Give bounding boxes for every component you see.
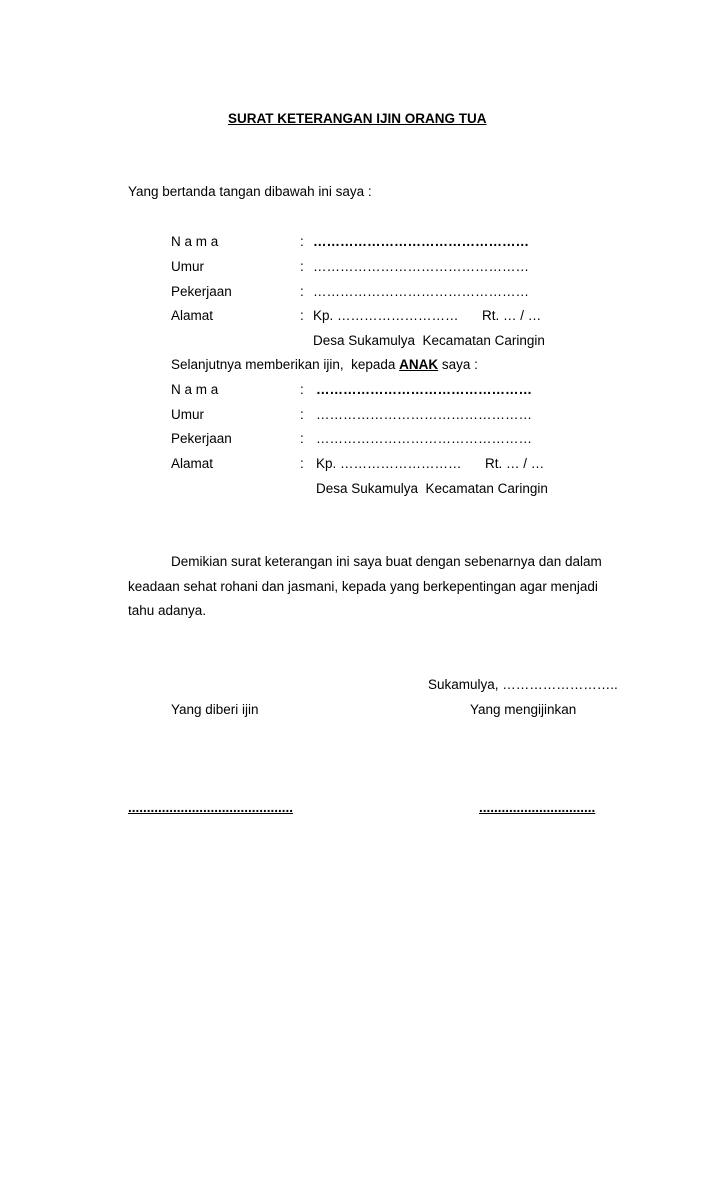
child-umur-colon: : bbox=[300, 407, 304, 422]
child-intro-after: saya : bbox=[438, 357, 478, 372]
child-alamat-colon: : bbox=[300, 456, 304, 471]
child-pekerjaan-colon: : bbox=[300, 431, 304, 446]
parent-nama-colon: : bbox=[300, 234, 304, 249]
place-date: Sukamulya, …………………….. bbox=[428, 677, 618, 692]
child-intro-before: Selanjutnya memberikan ijin, kepada bbox=[171, 357, 400, 372]
child-alamat-desa: Desa Sukamulya Kecamatan Caringin bbox=[316, 481, 548, 496]
parent-alamat-desa: Desa Sukamulya Kecamatan Caringin bbox=[313, 333, 545, 348]
child-alamat-rt: Rt. … / … bbox=[485, 456, 545, 471]
closing-line-1: Demikian surat keterangan ini saya buat dengan sebenarnya dan dalam bbox=[171, 554, 602, 569]
child-pekerjaan-label: Pekerjaan bbox=[171, 431, 232, 446]
sign-left-label: Yang diberi ijin bbox=[171, 702, 259, 717]
child-intro bbox=[171, 358, 478, 372]
parent-alamat-label: Alamat bbox=[171, 308, 214, 323]
child-umur-value: ………………………………………… bbox=[316, 407, 532, 422]
parent-pekerjaan-label: Pekerjaan bbox=[171, 284, 232, 299]
parent-pekerjaan-value: ………………………………………… bbox=[313, 284, 529, 299]
intro-text: Yang bertanda tangan dibawah ini saya : bbox=[128, 184, 372, 199]
parent-umur-colon: : bbox=[300, 259, 304, 274]
parent-nama-value: ………………………………………… bbox=[313, 234, 529, 249]
child-intro-emphasis: ANAK bbox=[399, 357, 439, 372]
child-alamat-label: Alamat bbox=[171, 456, 214, 471]
sign-left-line: ............................................ bbox=[128, 800, 294, 815]
parent-umur-value: ………………………………………… bbox=[313, 259, 529, 274]
parent-pekerjaan-colon: : bbox=[300, 284, 304, 299]
parent-umur-label: Umur bbox=[171, 259, 204, 274]
document-title: SURAT KETERANGAN IJIN ORANG TUA bbox=[228, 111, 487, 126]
parent-alamat-rt: Rt. … / … bbox=[482, 308, 542, 323]
child-alamat-kp: Kp. ……………………… bbox=[316, 456, 462, 471]
child-nama-label: N a m a bbox=[171, 382, 219, 397]
parent-alamat-kp: Kp. ……………………… bbox=[313, 308, 459, 323]
child-nama-colon: : bbox=[300, 382, 304, 397]
child-nama-value: ………………………………………… bbox=[316, 382, 532, 397]
sign-right-line: ............................... bbox=[479, 800, 596, 815]
closing-line-3: tahu adanya. bbox=[128, 603, 207, 618]
child-umur-label: Umur bbox=[171, 407, 204, 422]
closing-line-2: keadaan sehat rohani dan jasmani, kepada yang berkepentingan agar menjadi bbox=[128, 579, 598, 594]
sign-right-label: Yang mengijinkan bbox=[470, 702, 577, 717]
parent-alamat-colon: : bbox=[300, 308, 304, 323]
child-pekerjaan-value: ………………………………………… bbox=[316, 431, 532, 446]
parent-nama-label: N a m a bbox=[171, 234, 219, 249]
